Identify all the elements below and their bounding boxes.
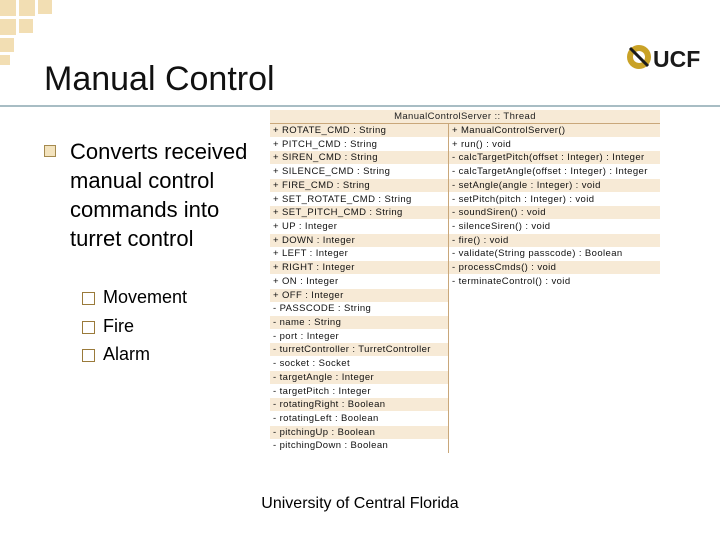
uml-attribute: + ROTATE_CMD : String — [270, 124, 448, 137]
checkbox-icon — [82, 292, 95, 305]
uml-attributes — [270, 124, 449, 453]
sub-bullet-label: Movement — [103, 287, 188, 307]
uml-method: - setPitch(pitch : Integer) : void — [452, 194, 595, 205]
uml-attribute: + SIREN_CMD : String — [270, 151, 448, 164]
uml-method: - calcTargetAngle(offset : Integer) : Integer — [452, 166, 648, 177]
uml-class-diagram — [270, 110, 660, 453]
uml-method: - processCmds() : void — [449, 261, 660, 274]
uml-class-header: ManualControlServer :: Thread — [270, 110, 660, 124]
uml-attribute: - turretController : TurretController — [270, 343, 448, 356]
uml-attribute: - rotatingRight : Boolean — [270, 398, 448, 411]
decor-square — [19, 0, 35, 16]
uml-attribute: - pitchingDown : Boolean — [273, 440, 389, 451]
decor-square — [38, 0, 52, 14]
bullet-text: Converts received manual control commands into turret control — [70, 139, 248, 251]
footer-text: University of Central Florida — [261, 495, 459, 512]
decor-square — [0, 55, 10, 65]
decor-square — [19, 19, 33, 33]
checkbox-icon — [82, 321, 95, 334]
uml-attribute: + LEFT : Integer — [273, 248, 349, 259]
sub-bullet-label: Alarm — [103, 344, 151, 364]
uml-method: - terminateControl() : void — [452, 276, 571, 287]
uml-methods — [449, 124, 660, 453]
uml-method: - fire() : void — [449, 234, 660, 247]
uml-method: - calcTargetPitch(offset : Integer) : Integer — [449, 151, 660, 164]
uml-attribute: - socket : Socket — [273, 358, 351, 369]
uml-attribute: - name : String — [270, 316, 448, 329]
checkbox-icon — [82, 349, 95, 362]
uml-attribute: + OFF : Integer — [270, 289, 448, 302]
uml-attribute: - targetAngle : Integer — [270, 371, 448, 384]
decor-square — [0, 38, 14, 52]
logo-text: UCF — [653, 46, 701, 72]
uml-attribute: - targetPitch : Integer — [273, 386, 371, 397]
slide-title: Manual Control — [44, 60, 275, 98]
uml-method: - setAngle(angle : Integer) : void — [449, 179, 660, 192]
uml-method: - soundSiren() : void — [449, 206, 660, 219]
uml-method: - silenceSiren() : void — [452, 221, 551, 232]
uml-attribute: - pitchingUp : Boolean — [270, 426, 448, 439]
uml-attribute: + SET_PITCH_CMD : String — [270, 206, 448, 219]
uml-method: - validate(String passcode) : Boolean — [452, 248, 623, 259]
uml-attribute: + FIRE_CMD : String — [270, 179, 448, 192]
uml-attribute: + DOWN : Integer — [270, 234, 448, 247]
uml-method: + run() : void — [452, 139, 512, 150]
uml-method: + ManualControlServer() — [449, 124, 660, 137]
uml-attribute: + SET_ROTATE_CMD : String — [273, 194, 412, 205]
decor-square — [0, 0, 16, 16]
uml-attribute: + PITCH_CMD : String — [273, 139, 378, 150]
uml-attribute: + UP : Integer — [273, 221, 338, 232]
sub-bullet-label: Fire — [103, 316, 134, 336]
uml-attribute: - rotatingLeft : Boolean — [273, 413, 379, 424]
uml-attribute: + SILENCE_CMD : String — [273, 166, 391, 177]
bullet-marker — [44, 145, 56, 157]
uml-attribute: + ON : Integer — [273, 276, 339, 287]
uml-attribute: + RIGHT : Integer — [270, 261, 448, 274]
title-rule — [0, 105, 720, 107]
ucf-logo — [624, 40, 710, 74]
decor-square — [0, 19, 16, 35]
uml-attribute: - port : Integer — [273, 331, 340, 342]
uml-attribute: - PASSCODE : String — [273, 303, 372, 314]
